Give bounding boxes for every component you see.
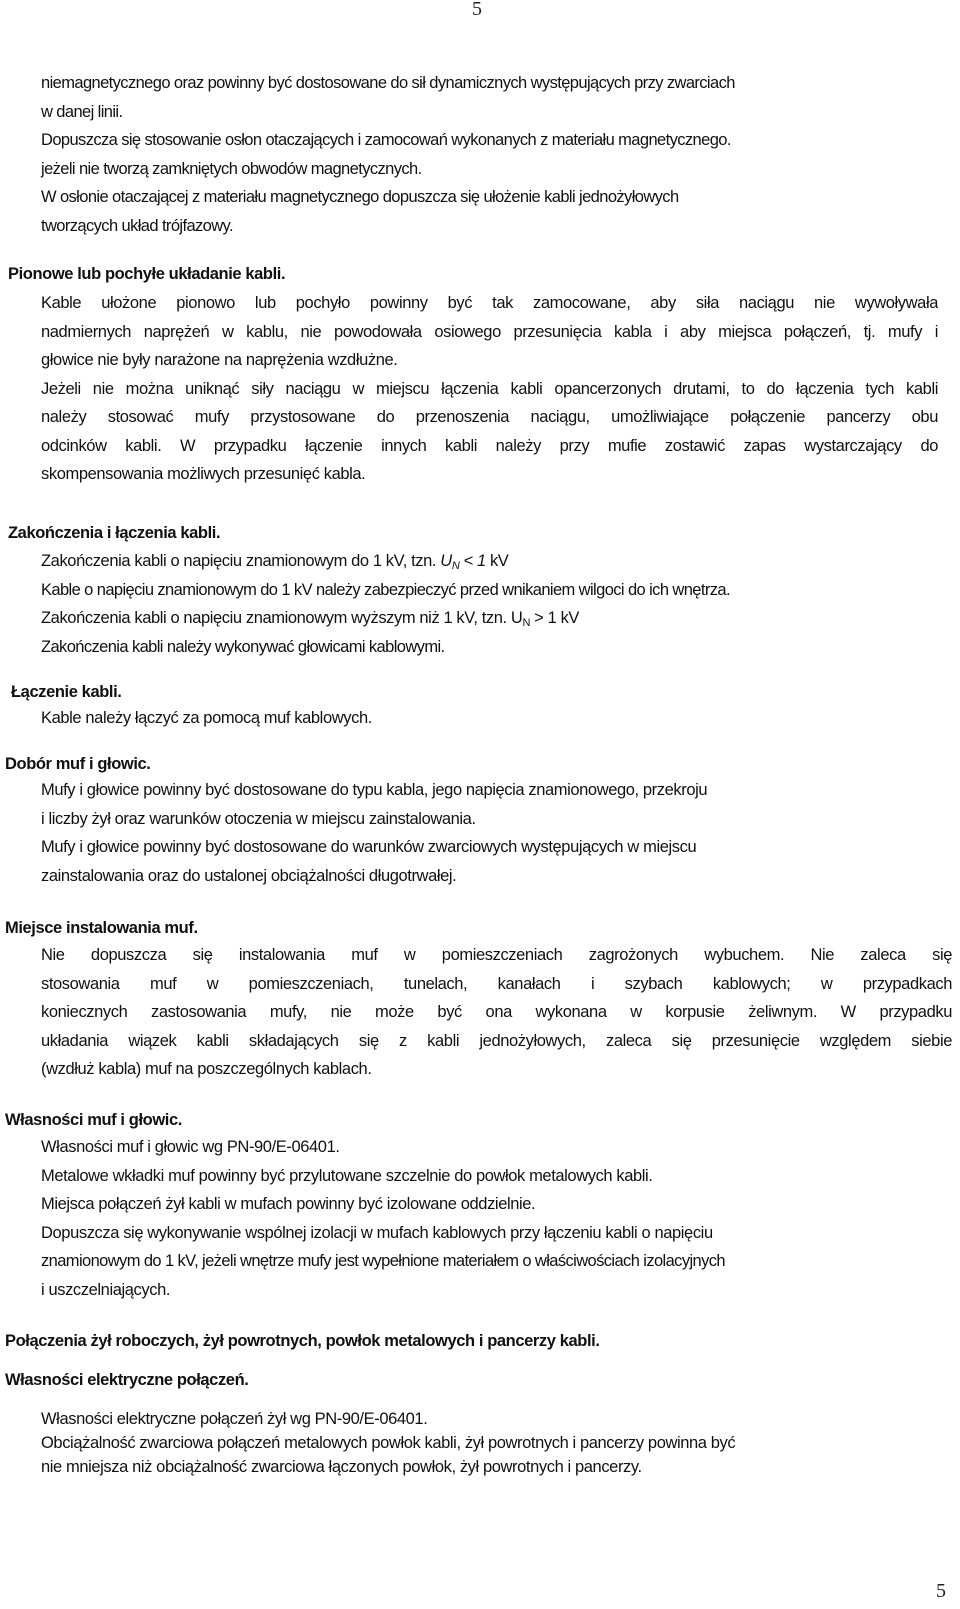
voltage-unit: kV [485, 552, 509, 570]
joining-paragraph [41, 704, 952, 733]
text-line: znamionowym do 1 kV, jeżeli wnętrze mufy jest wypełnione materiałem o właściwościach izolacyjnych [41, 1252, 726, 1270]
voltage-subscript: N [451, 560, 460, 572]
text-line: nie mniejsza niż obciążalność zwarciowa łączonych powłok, żył powrotnych i pancerzy. [41, 1458, 642, 1476]
text-line: Kable ułożone pionowo lub pochyło powinny być tak zamocowane, aby siła naciągu nie wywoływała [41, 294, 938, 312]
heading-joining: Łączenie kabli. [11, 683, 122, 701]
heading-selection: Dobór muf i głowic. [5, 755, 151, 773]
text-line [41, 604, 952, 633]
text-line: tworzących układ trójfazowy. [41, 216, 233, 235]
text-line: nadmiernych naprężeń w kablu, nie powodowała osiowego przesunięcia kabla i aby miejsca połączeń, tj. mufy i [41, 322, 938, 341]
text-fragment: Zakończenia kabli o napięciu znamionowym do 1 kV, tzn. [41, 552, 441, 570]
electrical-paragraph [41, 1407, 952, 1479]
text-line: (wzdłuż kabla) muf na poszczególnych kablach. [41, 1060, 372, 1078]
text-line: Jeżeli nie można uniknąć siły naciągu w miejscu łączenia kabli opancerzonych drutami, to do łączenia tych kabli [41, 379, 938, 398]
intro-paragraph [41, 69, 952, 240]
location-paragraph [41, 941, 952, 1084]
text-line: Mufy i głowice powinny być dostosowane do typu kabla, jego napięcia znamionowego, przekroju [41, 781, 708, 799]
text-line: Własności elektryczne połączeń żył wg PN-90/E-06401. [41, 1410, 428, 1428]
text-line: Miejsca połączeń żył kabli w mufach powinny być izolowane oddzielnie. [41, 1195, 536, 1213]
text-line: skompensowania możliwych przesunięć kabla. [41, 465, 366, 483]
text-line: Własności muf i głowic wg PN-90/E-06401. [41, 1138, 340, 1156]
text-line: układania wiązek kabli składających się z kabli jednożyłowych, zaleca się przesunięcie względem siebie [41, 1031, 952, 1050]
text-line: Obciążalność zwarciowa połączeń metalowych powłok kabli, żył powrotnych i pancerzy powinna być [41, 1434, 736, 1452]
page-number-top: 5 [472, 0, 482, 20]
text-line: odcinków kabli. W przypadku łączenie innych kabli należy przy mufie zostawić zapas wystarczający do [41, 436, 938, 455]
text-line: Kable o napięciu znamionowym do 1 kV należy zabezpieczyć przed wnikaniem wilgoci do ich wnętrza. [41, 580, 730, 599]
text-line: Zakończenia kabli należy wykonywać głowicami kablowymi. [41, 637, 445, 656]
text-line: w danej linii. [41, 102, 123, 121]
vertical-laying-paragraph [41, 289, 938, 489]
text-line: zainstalowania oraz do ustalonej obciążalności długotrwałej. [41, 866, 457, 885]
properties-paragraph [41, 1133, 952, 1304]
text-line [41, 547, 952, 576]
text-line: Kable należy łączyć za pomocą muf kablowych. [41, 709, 372, 727]
heading-properties: Własności muf i głowic. [5, 1111, 182, 1129]
text-line: głowice nie były narażone na naprężenia wzdłużne. [41, 351, 398, 369]
text-fragment: > 1 kV [530, 609, 580, 627]
heading-vertical-laying: Pionowe lub pochyłe układanie kabli. [8, 265, 286, 283]
voltage-subscript: N [522, 617, 530, 629]
text-line: stosowania muf w pomieszczeniach, tunelach, kanałach i szybach kablowych; w przypadkach [41, 974, 952, 993]
text-line: jeżeli nie tworzą zamkniętych obwodów magnetycznych. [41, 159, 422, 178]
heading-location: Miejsce instalowania muf. [5, 919, 198, 937]
text-line: Dopuszcza się wykonywanie wspólnej izolacji w mufach kablowych przy łączeniu kabli o napięciu [41, 1223, 713, 1242]
heading-electrical: Własności elektryczne połączeń. [5, 1371, 249, 1389]
text-line: Metalowe wkładki muf powinny być przylutowane szczelnie do powłok metalowych kabli. [41, 1166, 653, 1185]
voltage-symbol: U [440, 552, 452, 570]
text-line: niemagnetycznego oraz powinny być dostosowane do sił dynamicznych występujących przy zwarciach [41, 74, 735, 92]
text-line: i liczby żył oraz warunków otoczenia w miejscu zainstalowania. [41, 809, 476, 828]
selection-paragraph [41, 776, 952, 890]
text-line: Dopuszcza się stosowanie osłon otaczających i zamocowań wykonanych z materiału magnetycznego. [41, 131, 731, 149]
text-line: i uszczelniających. [41, 1280, 171, 1299]
text-line: Mufy i głowice powinny być dostosowane do warunków zwarciowych występujących w miejscu [41, 838, 697, 856]
text-fragment: Zakończenia kabli o napięciu znamionowym wyższym niż 1 kV, tzn. U [41, 609, 523, 627]
heading-connections: Połączenia żył roboczych, żył powrotnych, powłok metalowych i pancerzy kabli. [5, 1332, 600, 1350]
text-line: W osłonie otaczającej z materiału magnetycznego dopuszcza się ułożenie kabli jednożyłowych [41, 188, 679, 206]
voltage-relation: < 1 [459, 552, 486, 570]
text-line: koniecznych zastosowania mufy, nie może być ona wykonana w korpusie żeliwnym. W przypadku [41, 1003, 952, 1021]
text-line: Nie dopuszcza się instalowania muf w pomieszczeniach zagrożonych wybuchem. Nie zaleca się [41, 946, 952, 964]
heading-terminations: Zakończenia i łączenia kabli. [8, 524, 221, 542]
page-number-bottom: 5 [936, 1580, 946, 1602]
text-line: należy stosować mufy przystosowane do przenoszenia naciągu, umożliwiające połączenie pancerzy obu [41, 408, 938, 426]
terminations-paragraph [41, 547, 952, 661]
